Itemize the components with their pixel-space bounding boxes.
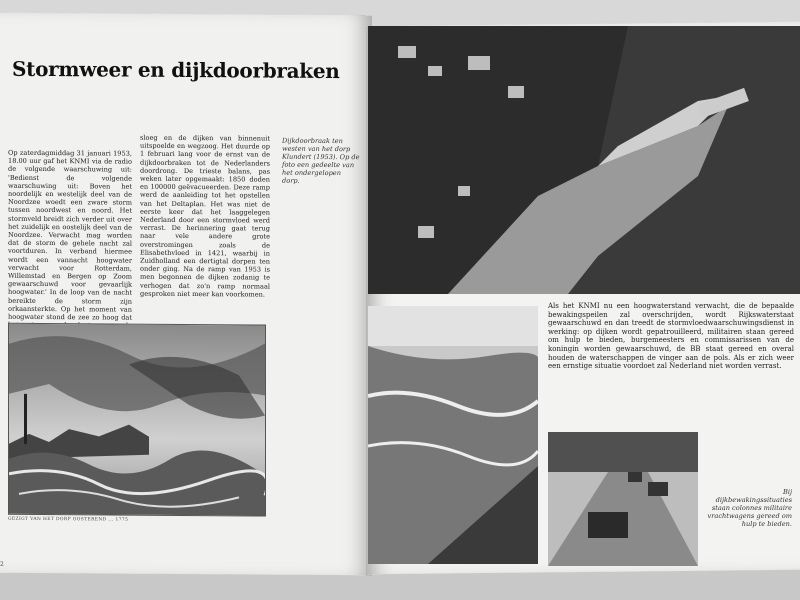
army-trucks-photo — [548, 432, 698, 566]
right-body-text: Als het KNMI nu een hoogwaterstand verwacht, die de bepaalde bewakingspeilen zal overschrijden, wordt Rijkswaterstaat gewaarschuwd en dan treedt de stormvloedwaarschuwingsdienst in werking: op dijken wordt gepatrouilleerd, militairen staan gereed om hulp te bieden, burgemeesters en commissarissen van de koningin worden gewaarschuwd, de BB staat gereed en overal houden de waterschappen de vinger aan de pols. Als er zich weer een ernstige situatie voordoet zal Nederland niet worden verrast. — [548, 302, 794, 371]
body-column-1: Op zaterdagmiddag 31 januari 1953, 18.00 uur gaf het KNMI via de radio de volgende waarschuwing uit: 'Bedienst de volgende waarschuwing uit: Boven het noordelijk en westelijk deel van de Noordzee woedt een zware storm tussen noordwest en noord. Het stormveld breidt zich verder uit over het zuidelijk en oostelijk deel van de Noordzee. Verwacht mag worden dat de storm de gehele nacht zal voortduren. In verband hiermee wordt een vannacht hoogwater verwacht voor Rotterdam, Willemstad en Bergen op Zoom gewaarschuwd voor gevaarlijk hoogwater.' In de loop van de nacht bereikte de storm zijn orkaansterkte. Op het moment van hoogwater stond de zee zo hoog dat — [8, 148, 132, 322]
article-title: Stormweer en dijkdoorbraken — [12, 56, 340, 84]
aerial-flood-photo — [368, 26, 800, 294]
breach-waves-photo — [368, 306, 538, 564]
caption-trucks-photo: Bij dijkbewakingssituaties staan colonnes militaire vrachtwagens gereed om hulp te bieden. — [707, 488, 792, 528]
storm-engraving — [8, 323, 266, 517]
engraving-caption: GEZIGT VAN HET DORP OOSTEREND ... 1775 — [8, 516, 129, 523]
caption-aerial-photo: Dijkdoorbraak ten westen van het dorp Klundert (1953). Op de foto een gedeelte van het ondergelopen dorp. — [282, 136, 360, 185]
left-page — [0, 13, 372, 576]
body-column-2: sloeg en de dijken van binnenuit uitspoelde en wegzoog. Het duurde op 1 februari lang voor de ernst van de dijkdoorbraken tot de Nederlanders doordrong. De trieste balans, pas weken later opgemaakt: 1850 doden en 100000 geëvacueerden. Deze ramp werd de aanleiding tot het opstellen van het Deltaplan. Het was niet de eerste keer dat het laaggelegen Nederland door een stormvloed werd verrast. De herinnering gaat terug naar vele andere grote overstromingen zoals de Elisabethvloed in 1421, waarbij in Zuidholland een dertigtal dorpen ten onder ging. Na de ramp van 1953 is men begonnen de dijken zodanig te verhogen dat zo'n ramp normaal gesproken niet meer kan voorkomen. — [140, 133, 270, 299]
page-number: 2 — [0, 560, 4, 568]
